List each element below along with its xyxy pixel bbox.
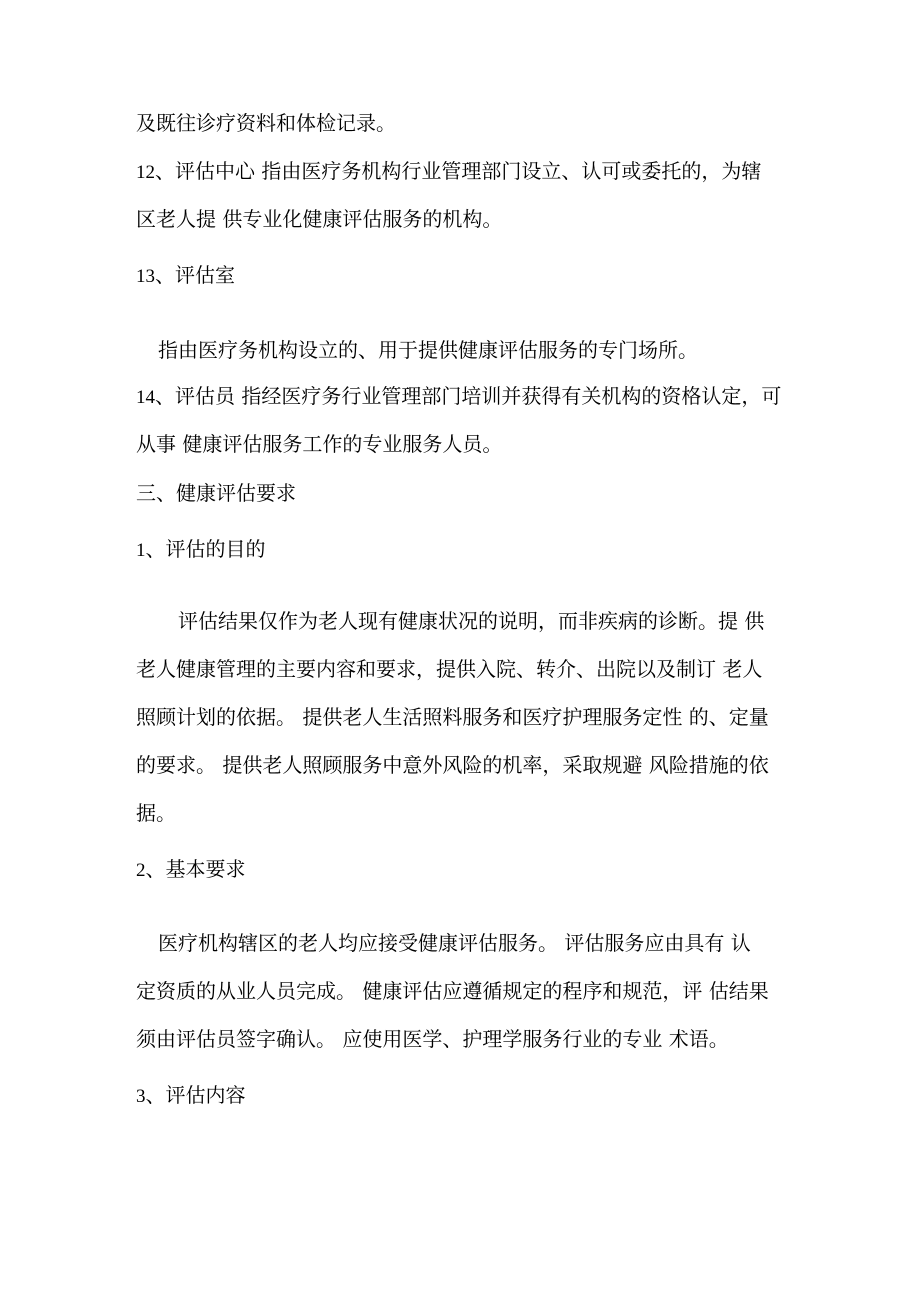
item-number: 2	[136, 860, 146, 881]
text-line: 及既往诊疗资料和体检记录。	[136, 111, 396, 135]
text-line: 指由医疗务机构设立的、用于提供健康评估服务的专门场所。	[158, 338, 698, 362]
item-number: 14	[136, 387, 155, 408]
text-line: 老人健康管理的主要内容和要求，提供入院、转介、出院以及制订 老人	[136, 657, 763, 681]
text-line: 照顾计划的依据。 提供老人生活照料服务和医疗护理服务定性 的、定量	[136, 705, 769, 729]
item-number: 12	[136, 162, 155, 183]
item-12-definition: 12、评估中心 指由医疗务机构行业管理部门设立、认可或委托的，为辖	[136, 159, 762, 183]
text-line: 须由评估员签字确认。 应使用医学、护理学服务行业的专业 术语。	[136, 1027, 729, 1051]
subsection-2-heading: 2、基本要求	[136, 857, 246, 881]
item-number: 1	[136, 540, 146, 561]
text-line: 据。	[136, 801, 176, 825]
text-line: 评估结果仅作为老人现有健康状况的说明，而非疾病的诊断。提 供	[178, 609, 765, 633]
text-line: 从事 健康评估服务工作的专业服务人员。	[136, 432, 503, 456]
text-line: 的要求。 提供老人照顾服务中意外风险的机率，采取规避 风险措施的依	[136, 753, 769, 777]
section-heading: 三、健康评估要求	[136, 481, 296, 505]
text-line: 医疗机构辖区的老人均应接受健康评估服务。 评估服务应由具有 认	[158, 931, 751, 955]
item-13-heading: 13、评估室	[136, 263, 235, 287]
subsection-3-heading: 3、评估内容	[136, 1083, 246, 1107]
text-line: 定资质的从业人员完成。 健康评估应遵循规定的程序和规范，评 估结果	[136, 979, 769, 1003]
item-14-definition: 14、评估员 指经医疗务行业管理部门培训并获得有关机构的资格认定，可	[136, 384, 782, 408]
item-number: 3	[136, 1086, 146, 1107]
subsection-1-heading: 1、评估的目的	[136, 537, 266, 561]
text-line: 区老人提 供专业化健康评估服务的机构。	[136, 207, 503, 231]
item-number: 13	[136, 266, 155, 287]
